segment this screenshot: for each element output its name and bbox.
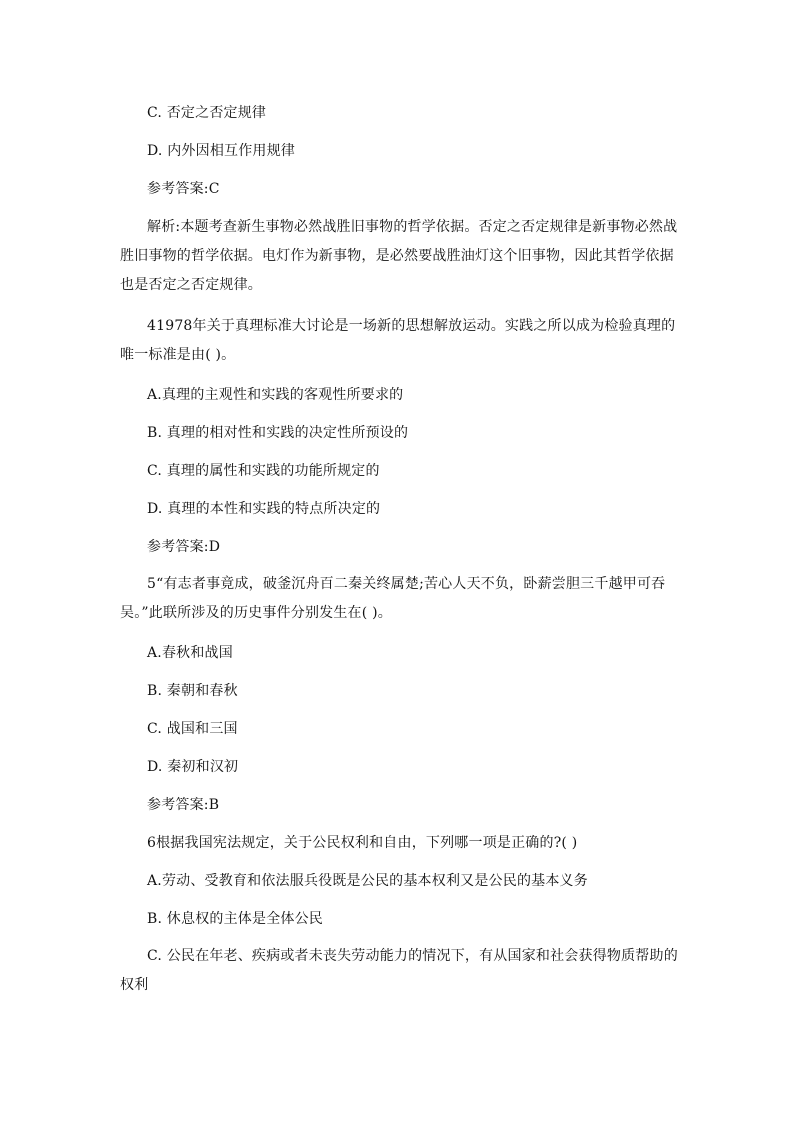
q4-question — [120, 312, 680, 370]
q4-option-a: A.真理的主观性和实践的客观性所要求的 — [147, 387, 404, 403]
q5-option-c: C. 战国和三国 — [147, 721, 238, 737]
q5-question-line: 5“有志者事竟成，破釜沉舟百二秦关终属楚;苦心人天不负，卧薪尝胆三千越甲可吞 — [147, 576, 666, 592]
q6-option-c-line: 权利 — [120, 977, 149, 993]
q3-analysis-line: 胜旧事物的哲学依据。电灯作为新事物，是必然要战胜油灯这个旧事物，因此其哲学依据 — [120, 248, 674, 264]
q6-question: 6根据我国宪法规定，关于公民权利和自由，下列哪一项是正确的?( ) — [147, 835, 578, 851]
q4-option-d: D. 真理的本性和实践的特点所决定的 — [147, 501, 381, 517]
q5-option-b: B. 秦朝和春秋 — [147, 683, 238, 699]
q4-option-b: B. 真理的相对性和实践的决定性所预设的 — [147, 425, 409, 441]
q4-question-line: 41978年关于真理标准大讨论是一场新的思想解放运动。实践之所以成为检验真理的 — [147, 318, 676, 334]
q5-option-d: D. 秦初和汉初 — [147, 759, 239, 775]
q3-analysis-line: 解析:本题考查新生事物必然战胜旧事物的哲学依据。否定之否定规律是新事物必然战 — [147, 219, 678, 235]
q5-question — [120, 570, 680, 628]
q3-analysis-line: 也是否定之否定规律。 — [120, 277, 262, 293]
q4-question-line: 唯一标准是由( )。 — [120, 347, 236, 363]
q5-question-line: 吴。”此联所涉及的历史事件分别发生在( )。 — [120, 605, 392, 621]
q4-answer: 参考答案:D — [147, 539, 221, 555]
q6-option-c-line: C. 公民在年老、疾病或者未丧失劳动能力的情况下，有从国家和社会获得物质帮助的 — [147, 948, 678, 964]
q6-option-a: A.劳动、受教育和依法服兵役既是公民的基本权利又是公民的基本义务 — [147, 873, 588, 889]
q6-option-b: B. 休息权的主体是全体公民 — [147, 911, 323, 927]
q3-analysis — [120, 213, 680, 300]
q5-option-a: A.春秋和战国 — [147, 645, 233, 661]
q4-option-c: C. 真理的属性和实践的功能所规定的 — [147, 463, 380, 479]
q3-answer: 参考答案:C — [147, 181, 220, 197]
q6-option-c — [120, 942, 680, 1000]
q3-option-c: C. 否定之否定规律 — [147, 105, 267, 121]
q5-answer: 参考答案:B — [147, 797, 220, 813]
q3-option-d: D. 内外因相互作用规律 — [147, 143, 296, 159]
